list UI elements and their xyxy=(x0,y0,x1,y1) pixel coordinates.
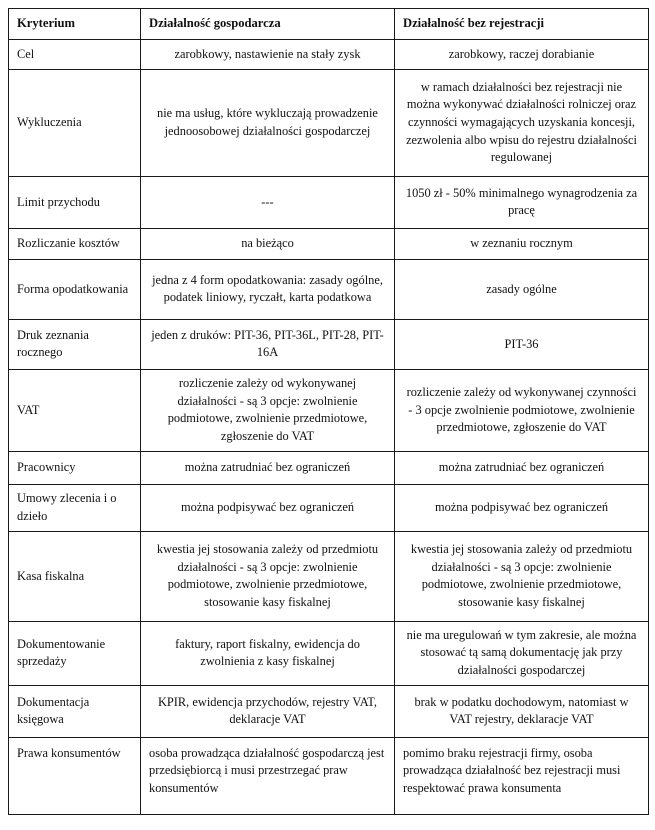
row-unregistered-value: nie ma uregulowań w tym zakresie, ale można stosować tą samą dokumentację jak przy działalności gospodarczej xyxy=(395,621,649,685)
row-criterion-label: Umowy zlecenia i o dzieło xyxy=(9,484,141,531)
table-row xyxy=(9,531,649,621)
table-body xyxy=(9,39,649,814)
row-criterion-label: Limit przychodu xyxy=(9,176,141,228)
column-header-business-activity: Działalność gospodarcza xyxy=(141,9,395,40)
row-unregistered-value: można podpisywać bez ograniczeń xyxy=(395,484,649,531)
row-business-value: na bieżąco xyxy=(141,228,395,259)
row-unregistered-value: PIT-36 xyxy=(395,319,649,369)
table-row xyxy=(9,685,649,737)
table-row xyxy=(9,69,649,176)
row-criterion-label: Rozliczanie kosztów xyxy=(9,228,141,259)
row-business-value: można zatrudniać bez ograniczeń xyxy=(141,451,395,484)
table-header xyxy=(9,9,649,40)
table-row xyxy=(9,621,649,685)
table-header-row xyxy=(9,9,649,40)
row-unregistered-value: w ramach działalności bez rejestracji nie można wykonywać działalności rolniczej oraz czynności wymagających uzyskania koncesji, zezwolenia albo wpisu do rejestru działalności regulowanej xyxy=(395,69,649,176)
row-business-value: zarobkowy, nastawienie na stały zysk xyxy=(141,39,395,69)
row-criterion-label: Cel xyxy=(9,39,141,69)
table-row xyxy=(9,228,649,259)
row-criterion-label: Prawa konsumentów xyxy=(9,737,141,814)
row-unregistered-value: w zeznaniu rocznym xyxy=(395,228,649,259)
row-unregistered-value: 1050 zł - 50% minimalnego wynagrodzenia za pracę xyxy=(395,176,649,228)
row-business-value: można podpisywać bez ograniczeń xyxy=(141,484,395,531)
row-business-value: kwestia jej stosowania zależy od przedmiotu działalności - są 3 opcje: zwolnienie podmiotowe, zwolnienie przedmiotowe, stosowanie kasy fiskalnej xyxy=(141,531,395,621)
row-criterion-label: Forma opodatkowania xyxy=(9,259,141,319)
row-unregistered-value: brak w podatku dochodowym, natomiast w VAT rejestry, deklaracje VAT xyxy=(395,685,649,737)
row-criterion-label: Wykluczenia xyxy=(9,69,141,176)
row-business-value: jeden z druków: PIT-36, PIT-36L, PIT-28, PIT-16A xyxy=(141,319,395,369)
table-row xyxy=(9,39,649,69)
row-business-value: rozliczenie zależy od wykonywanej działalności - są 3 opcje: zwolnienie podmiotowe, zwolnienie przedmiotowe, zgłoszenie do VAT xyxy=(141,369,395,451)
column-header-criterion: Kryterium xyxy=(9,9,141,40)
row-business-value: osoba prowadząca działalność gospodarczą jest przedsiębiorcą i musi przestrzegać praw konsumentów xyxy=(141,737,395,814)
row-criterion-label: Dokumentacja księgowa xyxy=(9,685,141,737)
row-business-value: nie ma usług, które wykluczają prowadzenie jednoosobowej działalności gospodarczej xyxy=(141,69,395,176)
table-row xyxy=(9,484,649,531)
table-row xyxy=(9,176,649,228)
comparison-table-container xyxy=(8,8,648,815)
row-unregistered-value: kwestia jej stosowania zależy od przedmiotu działalności - są 3 opcje: zwolnienie podmiotowe, zwolnienie przedmiotowe, stosowanie kasy fiskalnej xyxy=(395,531,649,621)
row-criterion-label: Druk zeznania rocznego xyxy=(9,319,141,369)
row-criterion-label: VAT xyxy=(9,369,141,451)
row-criterion-label: Pracownicy xyxy=(9,451,141,484)
row-unregistered-value: rozliczenie zależy od wykonywanej czynności - 3 opcje zwolnienie podmiotowe, zwolnienie przedmiotowe, zgłoszenie do VAT xyxy=(395,369,649,451)
row-criterion-label: Kasa fiskalna xyxy=(9,531,141,621)
row-business-value: --- xyxy=(141,176,395,228)
table-row xyxy=(9,451,649,484)
row-unregistered-value: pomimo braku rejestracji firmy, osoba prowadząca działalność bez rejestracji musi respektować prawa konsumenta xyxy=(395,737,649,814)
row-unregistered-value: zasady ogólne xyxy=(395,259,649,319)
row-unregistered-value: zarobkowy, raczej dorabianie xyxy=(395,39,649,69)
comparison-table xyxy=(8,8,649,815)
table-row xyxy=(9,319,649,369)
row-criterion-label: Dokumentowanie sprzedaży xyxy=(9,621,141,685)
row-unregistered-value: można zatrudniać bez ograniczeń xyxy=(395,451,649,484)
table-row xyxy=(9,259,649,319)
table-row xyxy=(9,369,649,451)
row-business-value: faktury, raport fiskalny, ewidencja do zwolnienia z kasy fiskalnej xyxy=(141,621,395,685)
row-business-value: KPIR, ewidencja przychodów, rejestry VAT, deklaracje VAT xyxy=(141,685,395,737)
column-header-unregistered-activity: Działalność bez rejestracji xyxy=(395,9,649,40)
row-business-value: jedna z 4 form opodatkowania: zasady ogólne, podatek liniowy, ryczałt, karta podatkowa xyxy=(141,259,395,319)
table-row xyxy=(9,737,649,814)
